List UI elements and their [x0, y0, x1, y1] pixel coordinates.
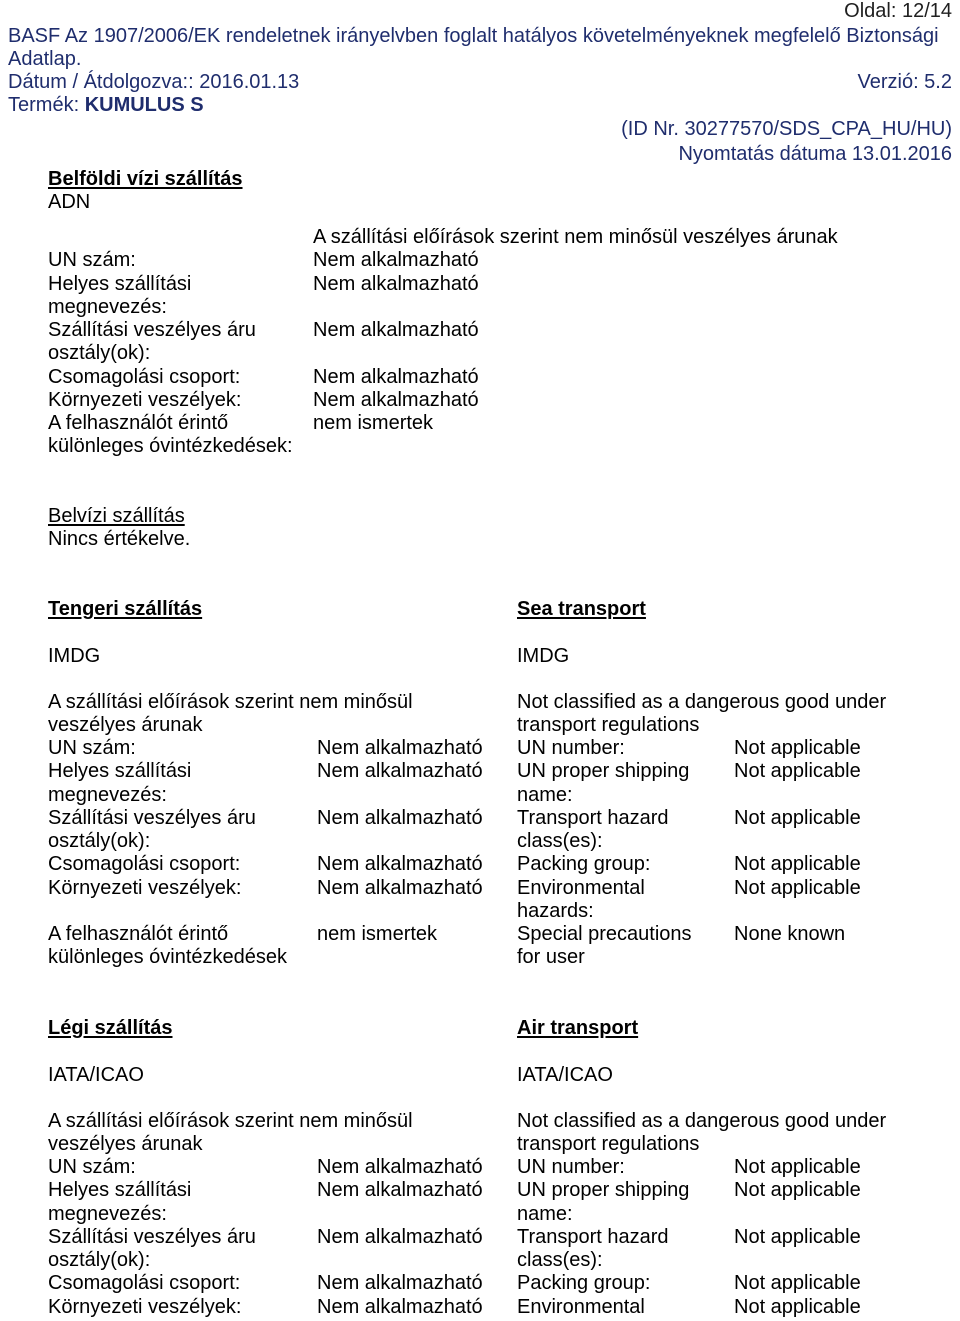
- row-value-en: Not applicable: [734, 1179, 861, 1202]
- classification-line: veszélyes árunak: [48, 714, 203, 737]
- row-value: Nem alkalmazható: [313, 388, 479, 411]
- row-label-line: osztály(ok):: [48, 830, 151, 852]
- proper-shipping-name-row: [48, 1179, 914, 1226]
- classification-line: Not classified as a dangerous good under: [517, 691, 887, 713]
- row-value-en: Not applicable: [734, 1295, 861, 1318]
- product-name: KUMULUS S: [84, 94, 204, 116]
- section-heading-inland-transport: Belvízi szállítás: [48, 505, 185, 527]
- row-label-en: [517, 760, 734, 807]
- row-value-en: Not applicable: [734, 806, 861, 829]
- row-label-line: hazards:: [517, 899, 594, 922]
- print-date: Nyomtatás dátuma 13.01.2016: [678, 143, 952, 165]
- row-label-line: Environmental: [517, 876, 645, 899]
- section-heading-hu: Tengeri szállítás: [48, 598, 203, 620]
- row-value-en: Not applicable: [734, 1225, 861, 1248]
- packing-group-row: [48, 366, 838, 389]
- classification-line: transport regulations: [517, 714, 700, 737]
- row-label-hu: [48, 1272, 317, 1295]
- row-label-line: UN proper shipping: [517, 1179, 690, 1202]
- row-value: Nem alkalmazható: [313, 365, 479, 388]
- environmental-hazards-row: [48, 877, 914, 924]
- row-label-line: Helyes szállítási: [48, 760, 192, 783]
- row-label-line: name:: [517, 783, 573, 806]
- product-line: [8, 94, 204, 117]
- document-title-line-2: Adatlap.: [8, 48, 82, 70]
- row-label-en: [517, 1296, 734, 1319]
- row-label-line: Környezeti veszélyek:: [48, 876, 242, 899]
- row-label-hu: [48, 737, 317, 760]
- row-label-hu: [48, 760, 317, 807]
- row-label-en: [517, 807, 734, 854]
- row-label-line: UN szám:: [48, 737, 136, 759]
- row-label-hu: [48, 1156, 317, 1179]
- row-label-hu: [48, 1226, 317, 1273]
- sea-transport-table: [48, 737, 914, 970]
- row-value-en: Not applicable: [734, 737, 861, 759]
- row-label-line: Packing group:: [517, 1272, 651, 1295]
- row-label-line: Csomagolási csoport:: [48, 853, 241, 876]
- row-label-line: Szállítási veszélyes áru: [48, 1225, 256, 1248]
- row-label-en: [517, 853, 734, 876]
- classification-line: A szállítási előírások szerint nem minősül: [48, 691, 413, 713]
- row-label-line: Környezeti veszélyek:: [48, 388, 242, 411]
- row-label-en: [517, 1226, 734, 1273]
- row-label-line: Environmental: [517, 1295, 645, 1318]
- row-label-line: osztály(ok):: [48, 1249, 151, 1271]
- row-label-line: UN proper shipping: [517, 760, 690, 783]
- row-label-en: [517, 1156, 734, 1179]
- regulation-name: ADN: [48, 191, 91, 214]
- regulation-name-hu: IMDG: [48, 644, 101, 667]
- row-label-line: Transport hazard: [517, 806, 669, 829]
- row-value-en: None known: [734, 923, 846, 945]
- row-label-line: megnevezés:: [48, 295, 167, 318]
- proper-shipping-name-row: [48, 760, 914, 807]
- row-label-line: megnevezés:: [48, 1202, 167, 1225]
- row-label-line: Szállítási veszélyes áru: [48, 319, 256, 341]
- adn-transport-table: [48, 226, 838, 459]
- row-label: [48, 412, 313, 459]
- row-label-line: különleges óvintézkedések:: [48, 435, 293, 458]
- row-label-hu: [48, 877, 317, 924]
- row-label-line: Transport hazard: [517, 1225, 669, 1248]
- row-label-line: name:: [517, 1202, 573, 1225]
- row-label-hu: [48, 853, 317, 876]
- row-value-hu: Nem alkalmazható: [317, 1225, 483, 1248]
- proper-shipping-name-row: [48, 273, 838, 320]
- row-label-line: UN number:: [517, 737, 625, 759]
- special-precautions-row: [48, 923, 914, 970]
- row-label-line: megnevezés:: [48, 783, 167, 806]
- row-label-line: osztály(ok):: [48, 342, 151, 365]
- environmental-hazards-row: [48, 1296, 914, 1319]
- row-label-line: Packing group:: [517, 853, 651, 876]
- classification-line: A szállítási előírások szerint nem minősül: [48, 1110, 413, 1132]
- document-title-line-1: BASF Az 1907/2006/EK rendeletnek irányelvben foglalt hatályos követelményeknek megfelelő Biztonsági: [8, 25, 939, 47]
- row-value-en: Not applicable: [734, 760, 861, 783]
- row-label-hu: [48, 807, 317, 854]
- revision-date: Dátum / Átdolgozva:: 2016.01.13: [8, 71, 300, 93]
- row-value-en: Not applicable: [734, 1272, 861, 1295]
- page-number: Oldal: 12/14: [844, 0, 952, 22]
- row-label-line: A felhasználót érintő: [48, 923, 229, 945]
- row-value-hu: Nem alkalmazható: [317, 806, 483, 829]
- hazard-class-row: [48, 1226, 914, 1273]
- row-label: [48, 366, 313, 389]
- regulation-name-en: IATA/ICAO: [517, 1063, 613, 1086]
- row-label-en: [517, 877, 734, 924]
- section-heading-en: Sea transport: [517, 598, 646, 620]
- row-label-line: for user: [517, 946, 585, 969]
- classification-statement-en: [517, 691, 886, 738]
- classification-statement-hu: [48, 691, 413, 738]
- row-value-en: Not applicable: [734, 1156, 861, 1178]
- classification-line: Not classified as a dangerous good under: [517, 1110, 887, 1132]
- row-label-line: UN szám:: [48, 249, 136, 272]
- row-label-en: [517, 737, 734, 760]
- row-label: [48, 389, 313, 412]
- row-label-line: class(es):: [517, 830, 603, 852]
- air-transport-table: [48, 1156, 914, 1319]
- row-label-hu: [48, 923, 317, 970]
- row-label: [48, 319, 313, 366]
- section-heading-en: Air transport: [517, 1017, 639, 1039]
- version: Verzió: 5.2: [857, 71, 952, 93]
- row-label: [48, 249, 313, 272]
- row-value-hu: Nem alkalmazható: [317, 1156, 483, 1178]
- row-label-line: A felhasználót érintő: [48, 412, 229, 434]
- hazard-class-row: [48, 807, 914, 854]
- row-label-line: Csomagolási csoport:: [48, 1272, 241, 1295]
- row-label-line: Helyes szállítási: [48, 1179, 192, 1202]
- row-label-line: UN number:: [517, 1156, 625, 1178]
- row-value-hu: Nem alkalmazható: [317, 1295, 483, 1318]
- classification-statement: A szállítási előírások szerint nem minősül veszélyes árunak: [313, 226, 838, 248]
- packing-group-row: [48, 853, 914, 876]
- classification-statement-hu: [48, 1110, 413, 1157]
- row-value-en: Not applicable: [734, 876, 861, 899]
- row-value-hu: nem ismertek: [317, 923, 438, 945]
- row-label-line: különleges óvintézkedések: [48, 946, 288, 969]
- hazard-class-row: [48, 319, 838, 366]
- row-value-hu: Nem alkalmazható: [317, 737, 483, 759]
- row-value: Nem alkalmazható: [313, 319, 479, 341]
- un-number-row: [48, 249, 838, 272]
- row-value: Nem alkalmazható: [313, 272, 479, 295]
- row-value-en: Not applicable: [734, 853, 861, 876]
- row-value: nem ismertek: [313, 412, 434, 434]
- inland-transport-status: Nincs értékelve.: [48, 528, 191, 550]
- row-label-en: [517, 1179, 734, 1226]
- row-label-line: Környezeti veszélyek:: [48, 1295, 242, 1318]
- section-heading-inland-waterway: Belföldi vízi szállítás: [48, 168, 243, 190]
- packing-group-row: [48, 1272, 914, 1295]
- row-label-en: [517, 1272, 734, 1295]
- row-value-hu: Nem alkalmazható: [317, 1179, 483, 1202]
- classification-line: veszélyes árunak: [48, 1133, 203, 1156]
- row-label-line: Csomagolási csoport:: [48, 365, 241, 388]
- row-value-hu: Nem alkalmazható: [317, 1272, 483, 1295]
- row-label-line: Szállítási veszélyes áru: [48, 806, 256, 829]
- classification-statement-en: [517, 1110, 886, 1157]
- row-label-line: Helyes szállítási: [48, 272, 192, 295]
- row-label-line: Special precautions: [517, 923, 692, 945]
- classification-line: transport regulations: [517, 1133, 700, 1156]
- row-label-line: UN szám:: [48, 1156, 136, 1178]
- row-label-hu: [48, 1296, 317, 1319]
- row-value-hu: Nem alkalmazható: [317, 876, 483, 899]
- regulation-name-hu: IATA/ICAO: [48, 1063, 144, 1086]
- product-label: Termék:: [8, 94, 80, 116]
- row-label-line: class(es):: [517, 1249, 603, 1271]
- un-number-row: [48, 737, 914, 760]
- row-value-hu: Nem alkalmazható: [317, 760, 483, 783]
- row-label-en: [517, 923, 734, 970]
- row-value-hu: Nem alkalmazható: [317, 853, 483, 876]
- row-label-hu: [48, 1179, 317, 1226]
- special-precautions-row: [48, 412, 838, 459]
- un-number-row: [48, 1156, 914, 1179]
- environmental-hazards-row: [48, 389, 838, 412]
- regulation-name-en: IMDG: [517, 644, 570, 667]
- row-value: Nem alkalmazható: [313, 249, 479, 272]
- document-id: (ID Nr. 30277570/SDS_CPA_HU/HU): [621, 118, 952, 140]
- section-heading-hu: Légi szállítás: [48, 1017, 173, 1039]
- row-label: [48, 273, 313, 320]
